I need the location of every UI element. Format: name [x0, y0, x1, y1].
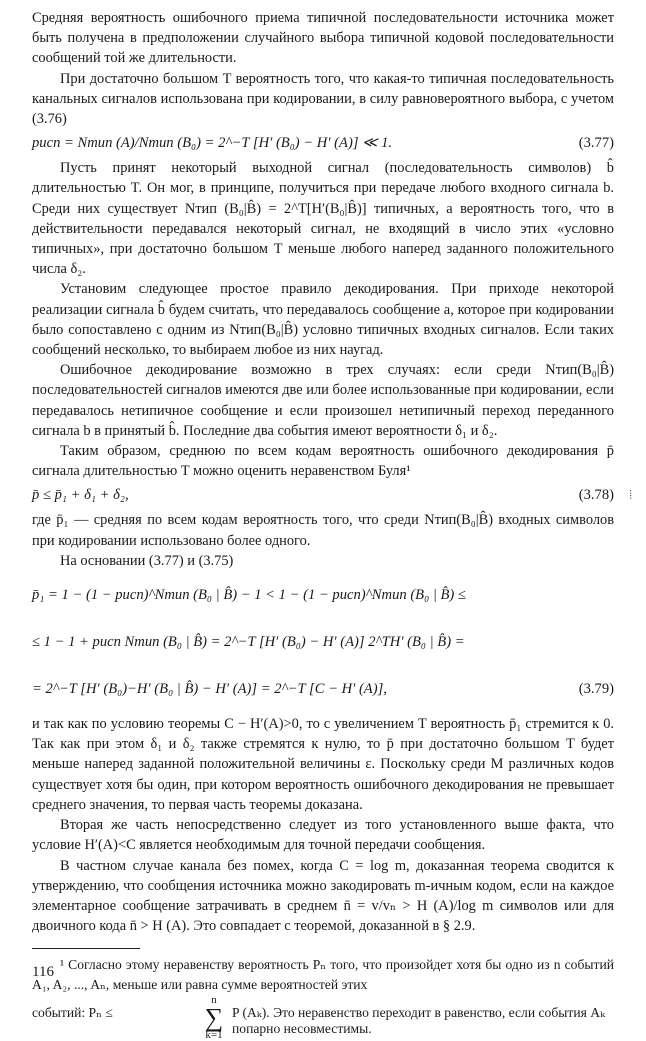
equation-3-77-number: (3.77): [578, 135, 614, 152]
paragraph-9: и так как по условию теоремы C − H′(A)>0, то с увеличением T вероятность p̄₁ стремится к 0. Так как при этом δ₁ и δ₂ также стремятся к нулю, то p̄ при достаточно большом T будет меньше наперед заданной положительной величины ε. Поскольку среди M различных кодов существует хотя бы один, при котором вероятность ошибочного декодирования не превышает среднего значения, то первая часть теоремы доказана.: [32, 716, 614, 813]
footnote-divider: [32, 948, 140, 949]
paragraph-7: где p̄₁ — средняя по всем кодам вероятность того, что среди Nтип(B₀|B̂) входных символов при кодировании использовано более одного.: [32, 512, 614, 549]
equation-3-79-number: (3.79): [578, 681, 614, 698]
equation-3-79-line-3-body: = 2^−T [H′ (B₀)−H′ (B₀ | B̂) − H′ (A)] = 2^−T [C − H′ (A)],: [32, 681, 387, 698]
sum-lower-limit: k=1: [205, 1029, 223, 1041]
equation-3-79-line-2: [32, 620, 614, 664]
page-body: [32, 8, 614, 1039]
footnote-sum-line: [32, 995, 614, 1039]
paragraph-3: Пусть принят некоторый выходной сигнал (последовательность символов) b̂ длительностью T. Он мог, в принципе, получиться при передаче любого входного сигнала b. Среди них существует Nтип (B₀|B̂) = 2^T[H′(B₀|B̂)] типичных, а вероятность того, что в действительности передавался некоторый сигнал, не входящий в число этих «условно типичных», при достаточно большом T меньше любого наперед заданного положительного числа δ₂.: [32, 160, 614, 278]
equation-3-79-line-3: [32, 667, 614, 711]
paragraph-10: Вторая же часть непосредственно следует из того установленного выше факта, что условие H′(A)<C является необходимым для точной передачи сообщения.: [32, 817, 614, 854]
equation-3-77-body: pисп = Nтип (A)/Nтип (B₀) = 2^−T [H′ (B₀) − H′ (A)] ≪ 1.: [32, 135, 393, 152]
page-number: 116: [32, 964, 54, 980]
paragraph-11: В частном случае канала без помех, когда C = log m, доказанная теорема сводится к утверждению, что сообщения источника можно закодировать m-ичным кодом, если на каждое элементарное сообщение затрачивать в среднем n̄ = v/vₙ > H (A)/log m символов или для двоичного кода n̄ > H (A). Это совпадает с теоремой, доказанной в § 2.9.: [32, 857, 614, 935]
equation-3-79-line-2-body: ≤ 1 − 1 + pисп Nтип (B₀ | B̂) = 2^−T [H′ (B₀) − H′ (A)] 2^TH′ (B₀ | B̂) =: [32, 634, 465, 651]
equation-3-78-body: p̄ ≤ p̄₁ + δ₁ + δ₂,: [32, 487, 129, 504]
footnote-sum-suffix: P (Aₖ). Это неравенство переходит в равенство, если события Aₖ попарно несовместимы.: [232, 1005, 606, 1037]
paragraph-2: При достаточно большом T вероятность того, что какая-то типичная последовательность канальных сигналов использована при кодировании, в силу равновероятного выбора, с учетом (3.76): [32, 70, 614, 128]
equation-3-78: [32, 483, 614, 507]
sigma-icon: ∑: [204, 1003, 224, 1033]
equation-3-79-line-1: [32, 573, 614, 617]
paragraph-4: Установим следующее простое правило декодирования. При приходе некоторой реализации сигнала b̂ будем считать, что передавалось сообщение a, которое при кодировании было сопоставлено с одним из Nтип(B₀|B̂) условно типичных входных сигналов. Если таких сообщений несколько, то выбираем любое из них наугад.: [32, 281, 614, 359]
margin-marker: ⦙: [629, 488, 632, 502]
paragraph-1: Средняя вероятность ошибочного приема типичной последовательности источника может быть получена в предположении случайного выбора типичной кодовой последовательности сообщений той же длительности.: [32, 10, 614, 67]
footnote-text: ¹ Согласно этому неравенству вероятность Pₙ того, что произойдет хотя бы одно из n событий A₁, A₂, ..., Aₙ, меньше или равна сумме вероятностей этих: [32, 957, 614, 993]
footnote-sum-prefix: событий: Pₙ ≤: [32, 1005, 113, 1021]
paragraph-8: На основании (3.77) и (3.75): [60, 552, 234, 569]
footnote: [32, 955, 614, 1039]
equation-3-77: [32, 131, 614, 155]
paragraph-6: Таким образом, среднюю по всем кодам вероятность ошибочного декодирования p̄ сигнала длительностью T можно оценить неравенством Буля¹: [32, 443, 614, 480]
sum-upper-limit: n: [211, 994, 217, 1007]
sum-symbol: [202, 995, 226, 1041]
paragraph-5: Ошибочное декодирование возможно в трех случаях: если среди Nтип(B₀|B̂) последовательностей сигналов имеются две или более использованные при кодировании, если передавалось нетипичное сообщение и если произошел нетипичный переход переданного сигнала b в принятый b̂. Последние два события имеют вероятности δ₁ и δ₂.: [32, 362, 614, 439]
equation-3-78-number: (3.78): [578, 487, 614, 504]
equation-3-79-line-1-body: p̄₁ = 1 − (1 − pисп)^Nтип (B₀ | B̂) − 1 < 1 − (1 − pисп)^Nтип (B₀ | B̂) ≤: [32, 587, 466, 604]
